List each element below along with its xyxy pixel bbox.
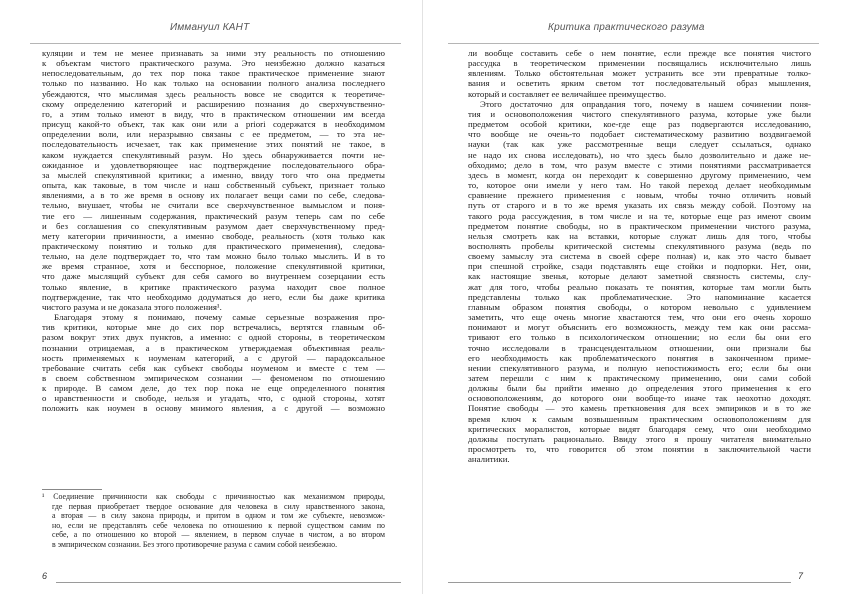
text-line: науки (так как уже рассмотренные вещи следует ссылаться, однако <box>468 139 811 150</box>
text-line: основоположениям, до которого они вообще-то иначе так неохотно доходят. <box>468 393 811 404</box>
text-line: ность применяемых к ноуменам категорий, а с другой — парадоксальное <box>42 352 385 363</box>
text-line: за мыслей спекулятивной критики; а именно, ввиду того что она предметы <box>42 169 385 180</box>
text-line: нении спекулятивного разума, и полную непостижимость его; если бы они <box>468 362 811 373</box>
text-line: куляции и тем не менее признавать за ними эту реальность по отношению <box>42 48 385 58</box>
text-line: при спешной стройке, сзади подставлять еще стойки и подпорки. Нет, они, <box>468 261 811 272</box>
text-line: но, если не представлять себе человека по отношению к первой существом самим по <box>52 520 385 530</box>
text-line: тив критики, которые мне до сих пор встречались, вертятся главным об- <box>42 322 385 333</box>
text-line: что даже мыслящий субъект для себя самого во внутреннем созерцании есть <box>42 271 385 282</box>
footer-rule-left <box>56 582 401 583</box>
text-line: положить как ноумен в основу мнимого явления, а с другой — возможно <box>42 403 385 414</box>
header-rule-left <box>30 43 401 44</box>
text-line: главным образом понятия свободы, о котором невольно с удивлением <box>468 301 811 312</box>
text-line: ¹ Соединение причинности как свободы с причинностью как механизмом природы, <box>42 492 385 501</box>
text-line: критических моралистов, которые видят благодаря сему, что они необходимо <box>468 423 811 434</box>
text-line: аналитики. <box>468 454 510 465</box>
text-line: в своем собственном эмпирическом сознании — феноменом по отношению <box>42 373 385 383</box>
text-line: требование считать себя как субъект свободы ноуменом и вместе с тем — <box>42 362 385 373</box>
text-line: представлены только как проблематические. Это напоминание касается <box>468 291 811 302</box>
text-line: здесь в момент, когда он переходит к совершенно другому применению, чем <box>468 169 811 180</box>
text-line: где первая приобретает твердое основание для человека в силу нравственного закона, <box>52 501 385 511</box>
text-line: о нравственности и свободе, нельзя и угадать, что, с одной стороны, хотят <box>42 393 385 404</box>
page-number-left: 6 <box>42 571 48 581</box>
text-line: присущ какой-то объект, так как они или a priori содержатся в необходимом <box>42 119 385 130</box>
text-line: что вообще не очень-то подобает систематическому развитию воздвигаемой <box>468 129 811 140</box>
text-line: тельно, на деле подтверждает то, что там можно было только мыслить. И в то <box>42 251 385 262</box>
text-line: к объектам чистого практического разума. Это неизбежно должно казаться <box>42 58 385 69</box>
text-line: не надо их снова исследовать), но что здесь было дозволительно и даже не- <box>468 149 811 160</box>
text-line: который и составляет ее величайшее преимущество. <box>468 88 667 99</box>
text-line: восполнять пробелы критической системы спекулятивного разума (ведь по <box>468 240 811 251</box>
footnote <box>42 492 385 550</box>
text-line: каком нуждается спекулятивный разум. Но здесь обнаруживается почти не- <box>42 149 385 160</box>
text-line: практическому понятию и только для практического применения), следова- <box>42 240 385 251</box>
text-line: явлениям. Только обстоятельная может устранить все эти превратные толко- <box>468 68 811 79</box>
text-line: только явление, в критике практического разума находит свое полное <box>42 281 385 292</box>
text-line: к природе. В самом деле, до тех пор пока не еще определенного понятия <box>42 383 385 394</box>
text-line: опыта, как таковые, в том числе и наш собственный субъект, признает только <box>42 180 385 191</box>
running-head-left: Иммануил КАНТ <box>170 22 250 33</box>
running-head-right: Критика практического разума <box>548 22 705 33</box>
text-line: в эмпирическом сознании. Без этого противоречие разума с самим собой неизбежно. <box>52 539 338 549</box>
text-line: обходимо; дело в том, что разум вместе с этими понятиями рассматривается <box>468 159 811 170</box>
text-line: как настоящие звенья, которые делают заметной связность системы, слу- <box>468 271 811 282</box>
text-line: вания и осветить ярким светом тот последовательный образ мышления, <box>468 78 811 89</box>
text-line: скому определению категорий и расширению познания до сверхчувственно- <box>42 98 385 109</box>
text-line: Этого достаточно для оправдания того, почему в нашем сочинении поня- <box>480 98 811 109</box>
text-line: же время странное, хотя и бесспорное, положение спекулятивной критики, <box>42 261 385 272</box>
text-line: Благодаря этому я понимаю, почему самые серьезные возражения про- <box>54 312 385 323</box>
text-line: Понятие свободы — это камень преткновения для всех эмпириков и в то же <box>468 403 811 414</box>
text-line: ожиданное и удовлетворяющее нас подтверждение последовательного обра- <box>42 159 385 170</box>
text-line: жат для того, чтобы реально показать те понятия, которые там могли быть <box>468 281 811 292</box>
text-line: тия и основоположения чистого спекулятивного разума, которые уже были <box>468 108 811 119</box>
right-page <box>422 0 844 594</box>
right-body-text <box>468 48 811 464</box>
text-line: явлениями, а в то же время в основу их полагает вещи сами по себе, следова- <box>42 190 385 201</box>
text-line: ли вообще составить себе о нем понятие, если прежде все понятия чистого <box>468 48 811 58</box>
text-line: должны были бы прийти именно до определения этого применения к его <box>468 383 811 394</box>
text-line: а вторая — в силу закона природы, и притом в одном и том же субъекте, невозмож- <box>52 511 385 521</box>
text-line: заметить, что еще очень многие хвастаются тем, что они его очень хорошо <box>468 312 811 323</box>
left-body-text <box>42 48 385 414</box>
text-line: подтверждение, так что необходимо додуматься до него, если бы даже критика <box>42 291 385 302</box>
text-line: своему замыслу эта система в своей сфере полная) и, как это часто бывает <box>468 251 811 262</box>
text-line: чистого разума и не доказала этого положения¹. <box>42 301 222 312</box>
text-line: время ключ к самым возвышенным практическим основоположениям для <box>468 413 811 424</box>
text-line: тривают его только в психологическом отношении; но если бы они его <box>468 332 811 343</box>
footer-rule-right <box>448 582 791 583</box>
text-line: его необходимость как проблематического понятия в законченном приме- <box>468 352 811 363</box>
text-line: тие его — лишенным содержания, практический разум теперь сам по себе <box>42 210 385 221</box>
text-line: сравнение прежнего применения с новым, чтобы точно отличить новый <box>468 190 811 201</box>
text-line: предметом особой критики, кое-где еще раз подвергаются исследованию, <box>468 119 811 130</box>
text-line: путь от старого и в то же время указать их связь между собой. Поэтому на <box>468 200 811 211</box>
text-line: тельно, внушает, чтобы не считали все сверхчувственное вымыслом и поня- <box>42 200 385 211</box>
text-line: только по названию. Но как только на основании полного анализа последнего <box>42 78 385 89</box>
text-line: такого рода рассуждения, в том числе и на те, которые еще раз имеют своим <box>468 210 811 221</box>
text-line: понимают и могут объяснить его возможность, между тем как они рассма- <box>468 322 811 333</box>
text-line: себе, а по отношению ко второй — явлением, в первом случае в чистом, а во втором <box>52 530 385 540</box>
page-number-right: 7 <box>798 571 804 581</box>
text-line: го, а этим только имеют в виду, что в практическом отношении им всегда <box>42 108 385 119</box>
text-line: затем перешли с ним к практическому применению, они сами собой <box>468 373 811 383</box>
text-line: мету категории причинности, а именно свободе, реальность (хотя только как <box>42 230 385 241</box>
text-line: разом вокруг этих двух пунктов, а именно: с одной стороны, в теоретическом <box>42 332 385 343</box>
text-line: нельзя смотреть как на вставки, которые служат лишь для того, чтобы <box>468 230 811 241</box>
text-line: рассудка в теоретическом применении посвящались исключительно лишь <box>468 58 811 69</box>
footnote-rule <box>42 489 102 490</box>
text-line: последовательность исчезает, так как применение этих понятий не такое, в <box>42 139 385 150</box>
text-line: познании отрицаемая, а в практическом утверждаемая объективная реаль- <box>42 342 385 353</box>
text-line: просмотреть то, что говорится об этом понятии в заключительной части <box>468 444 811 455</box>
header-rule-right <box>448 43 819 44</box>
text-line: должны поступать рационально. Ввиду этого я прошу читателя внимательно <box>468 433 811 444</box>
text-line: предметом понятие свободы, но в практическом применении чистого разума, <box>468 220 811 231</box>
text-line: точно исследовали в трансцендентальном отношении, они признали бы <box>468 342 811 353</box>
text-line: определении воли, или неразрывно связаны с ее предметом, — то эта не- <box>42 129 385 140</box>
text-line: убеждаются, что мыслимая здесь реальность вовсе не сводится к теоретиче- <box>42 88 385 99</box>
text-line: то, которое они имели у него там. Но такой переход делает необходимым <box>468 180 811 191</box>
text-line: и без соглашения со спекулятивным разумом дает сверхчувственному пред- <box>42 220 385 231</box>
text-line: непоследовательным, до тех пор пока такое практическое применение знают <box>42 68 385 79</box>
